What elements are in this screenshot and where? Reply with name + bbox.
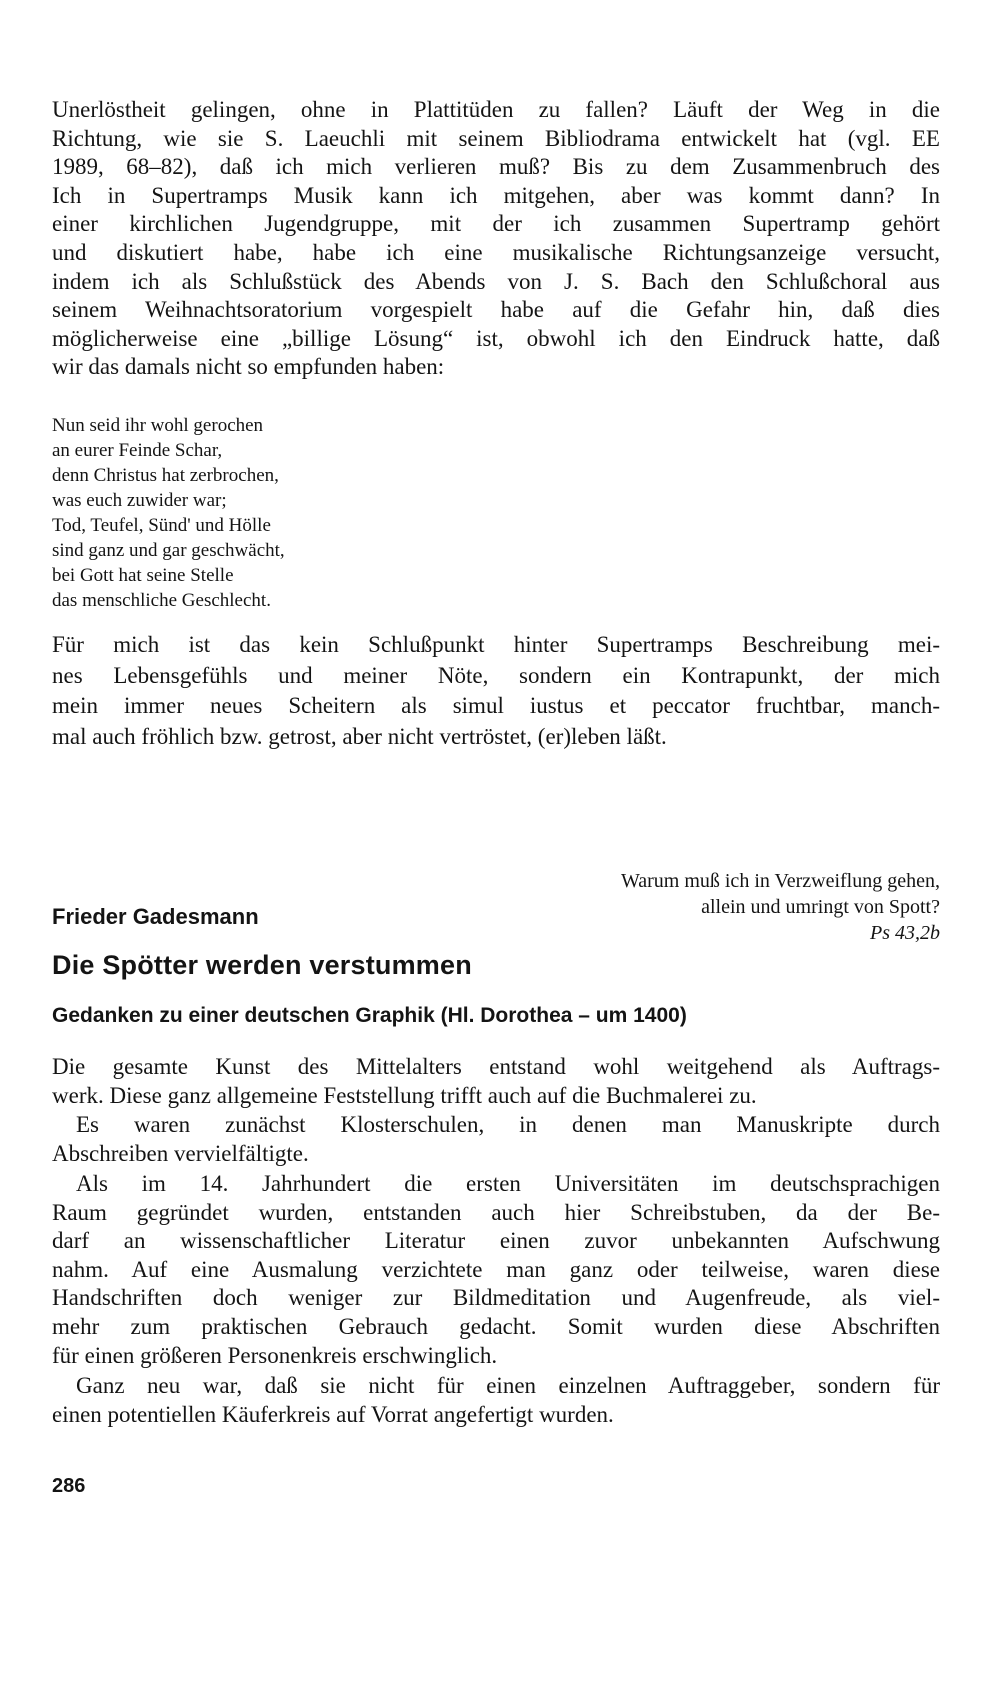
article-title: Die Spötter werden verstummen <box>52 950 472 980</box>
text-line: Für mich ist das kein Schlußpunkt hinter Supertramps Beschreibung mei- <box>52 632 940 657</box>
body-paragraph <box>52 1111 940 1168</box>
text-line: Ich in Supertramps Musik kann ich mitgehen, aber was kommt dann? In <box>52 182 940 208</box>
article-subtitle: Gedanken zu einer deutschen Graphik (Hl. Dorothea – um 1400) <box>52 1004 687 1027</box>
epigraph-line: allein und umringt von Spott? <box>701 896 940 918</box>
poem-line: denn Christus hat zerbrochen, <box>52 465 279 486</box>
text-line: und diskutiert habe, habe ich eine musikalische Richtungsanzeige versucht, <box>52 239 940 265</box>
text-line: Als im 14. Jahrhundert die ersten Universitäten im deutschsprachigen <box>76 1171 940 1196</box>
text-line: nes Lebensgefühls und meiner Nöte, sondern ein Kontrapunkt, der mich <box>52 662 940 688</box>
book-page <box>52 0 940 1688</box>
text-line: möglicherweise eine „billige Lösung“ ist, obwohl ich den Eindruck hatte, daß <box>52 325 940 351</box>
poem-line: bei Gott hat seine Stelle <box>52 565 234 586</box>
text-line: seinem Weihnachtsoratorium vorgespielt habe auf die Gefahr hin, daß dies <box>52 297 940 323</box>
text-line: mehr zum praktischen Gebrauch gedacht. Somit wurden diese Abschriften <box>52 1313 940 1339</box>
text-line: 1989, 68–82), daß ich mich verlieren muß? Bis zu dem Zusammenbruch des <box>52 154 940 180</box>
poem-line: das menschliche Geschlecht. <box>52 590 271 611</box>
text-line: für einen größeren Personenkreis erschwinglich. <box>52 1342 498 1368</box>
text-line: einer kirchlichen Jugendgruppe, mit der ich zusammen Supertramp gehört <box>52 211 940 237</box>
text-line: Ganz neu war, daß sie nicht für einen einzelnen Auftraggeber, sondern für <box>76 1373 940 1398</box>
body-paragraph <box>52 1170 940 1370</box>
article-author: Frieder Gadesmann <box>52 904 259 929</box>
text-line: darf an wissenschaftlicher Literatur einen zuvor unbekannten Aufschwung <box>52 1228 940 1254</box>
chorale-poem <box>52 413 285 613</box>
epigraph <box>621 868 940 946</box>
body-paragraph <box>52 1372 940 1429</box>
text-line: wir das damals nicht so empfunden haben: <box>52 354 445 380</box>
text-line: mein immer neues Scheitern als simul iustus et peccator fruchtbar, manch- <box>52 693 940 718</box>
text-line: Die gesamte Kunst des Mittelalters entstand wohl weitgehend als Auftrags- <box>52 1054 940 1079</box>
conclusion-paragraph <box>52 630 940 752</box>
page-number: 286 <box>52 1475 86 1497</box>
text-line: einen potentiellen Käuferkreis auf Vorrat angefertigt wurden. <box>52 1401 614 1427</box>
text-line: Raum gegründet wurden, entstanden auch hier Schreibstuben, da der Be- <box>52 1199 940 1225</box>
text-line: Unerlöstheit gelingen, ohne in Plattitüden zu fallen? Läuft der Weg in die <box>52 97 940 122</box>
text-line: Handschriften doch weniger zur Bildmeditation und Augenfreude, als viel- <box>52 1285 940 1311</box>
text-line: Abschreiben vervielfältigte. <box>52 1140 309 1166</box>
epigraph-reference: Ps 43,2b <box>870 922 940 944</box>
epigraph-line: Warum muß ich in Verzweiflung gehen, <box>620 870 940 892</box>
text-line: Richtung, wie sie S. Laeuchli mit seinem Bibliodrama entwickelt hat (vgl. EE <box>52 125 940 151</box>
text-line: mal auch fröhlich bzw. getrost, aber nicht vertröstet, (er)leben läßt. <box>52 723 667 749</box>
text-line: Es waren zunächst Klosterschulen, in denen man Manuskripte durch <box>76 1112 940 1137</box>
text-line: nahm. Auf eine Ausmalung verzichtete man ganz oder teilweise, waren diese <box>52 1256 940 1282</box>
poem-line: was euch zuwider war; <box>52 490 227 511</box>
body-paragraph <box>52 1053 940 1110</box>
poem-line: an eurer Feinde Schar, <box>52 440 223 461</box>
text-line: werk. Diese ganz allgemeine Feststellung trifft auch auf die Buchmalerei zu. <box>52 1082 757 1108</box>
poem-line: Tod, Teufel, Sünd' und Hölle <box>52 515 271 536</box>
poem-line: Nun seid ihr wohl gerochen <box>52 415 264 436</box>
poem-line: sind ganz und gar geschwächt, <box>52 540 285 561</box>
text-line: indem ich als Schlußstück des Abends von J. S. Bach den Schlußchoral aus <box>52 268 940 294</box>
intro-paragraph <box>52 96 940 382</box>
